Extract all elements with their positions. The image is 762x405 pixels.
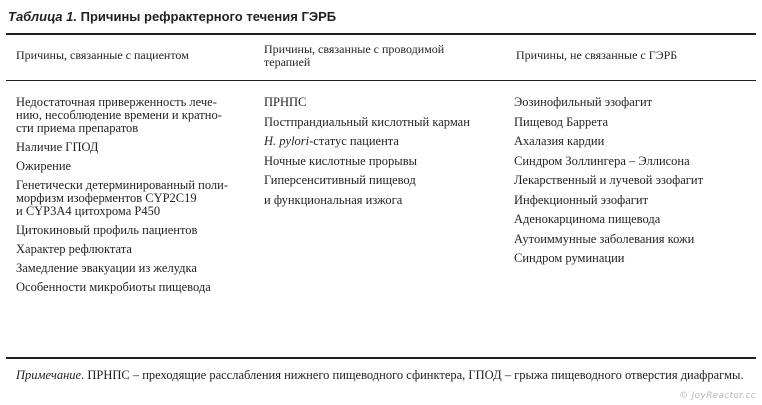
table-cell: Характер рефлюктата	[16, 242, 132, 256]
table-cell: Синдром Золлингера – Эллисона	[514, 153, 690, 168]
table-cell: Инфекционный эзофагит	[514, 192, 649, 207]
table-cell: Ахалазия кардии	[514, 134, 605, 148]
table-cell: Постпрандиальный кислотный карман	[264, 114, 470, 129]
column-header-therapy: Причины, связанные с проводимой терапией	[264, 42, 445, 69]
table-cell	[264, 135, 504, 148]
table-cell: Пищевод Баррета	[514, 114, 609, 129]
table-cell: Гиперсенситивный пищевод	[264, 173, 416, 187]
table-title: Причины рефрактерного течения ГЭРБ	[80, 9, 337, 24]
table-cell: и функциональная изжога	[264, 192, 403, 207]
header-rule	[6, 80, 756, 81]
column-therapy	[264, 96, 504, 213]
table-cell: Наличие ГПОД	[16, 140, 99, 154]
column-header-non-gerd: Причины, не связанные с ГЭРБ	[516, 48, 678, 62]
table-cell: Аутоиммунные заболевания кожи	[514, 231, 695, 246]
table-cell: Синдром руминации	[514, 251, 625, 265]
table-cell: Замедление эвакуации из желудка	[16, 261, 197, 275]
table-cell: Особенности микробиоты пищевода	[16, 280, 211, 294]
column-patient	[16, 96, 252, 300]
table-cell: Цитокиновый профиль пациентов	[16, 223, 198, 237]
table-cell: ПРНПС	[264, 95, 307, 109]
table-cell: Ожирение	[16, 159, 72, 173]
bottom-rule	[6, 357, 756, 359]
table-cell: Аденокарцинома пищевода	[514, 212, 661, 226]
h-pylori-italic: H. pylori	[264, 134, 310, 148]
table-caption	[8, 5, 756, 29]
table-cell: Недостаточная приверженность лече- нию, несоблюдение времени и кратно- сти приема препаратов	[16, 95, 222, 135]
table-number: Таблица 1.	[8, 9, 77, 24]
table-note	[16, 367, 756, 383]
note-label: Примечание	[16, 368, 82, 382]
column-non-gerd	[514, 96, 754, 272]
top-rule	[6, 33, 756, 35]
note-text: . ПРНПС – преходящие расслабления нижнего пищеводного сфинктера, ГПОД – грыжа пищеводного отверстия диафрагмы.	[81, 368, 744, 382]
column-header-patient: Причины, связанные с пациентом	[16, 48, 189, 62]
watermark: © JoyReactor.cc	[679, 391, 756, 401]
table-cell: Ночные кислотные прорывы	[264, 153, 417, 168]
table-cell: Генетически детерминированный поли- морфизм изоферментов CYP2C19 и CYP3A4 цитохрома P450	[16, 178, 228, 218]
table-cell-text: -статус пациента	[309, 134, 399, 148]
table-cell: Лекарственный и лучевой эзофагит	[514, 173, 704, 187]
table-cell: Эозинофильный эзофагит	[514, 95, 653, 109]
